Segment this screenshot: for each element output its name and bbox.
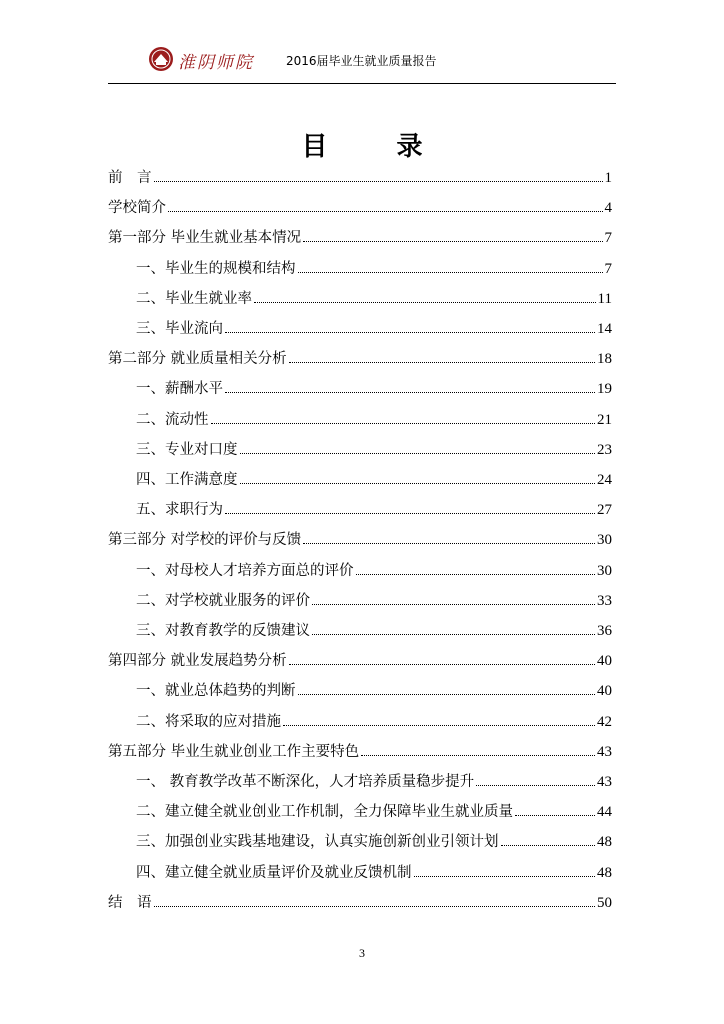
toc-entry-label: 一、 教育教学改革不断深化，人才培养质量稳步提升 [136,774,475,790]
dot-leader [361,754,595,756]
toc-entry-label: 学校简介 [108,200,166,217]
dot-leader [289,663,595,665]
toc-entry-page: 50 [597,894,612,911]
toc-entry[interactable] [136,438,612,464]
school-logo-text: 淮阴师院 [178,53,254,73]
toc-entry-label: 三、对教育教学的反馈建议 [136,623,310,639]
toc-entry-page: 40 [597,683,612,700]
dot-leader [298,271,603,273]
dot-leader [414,875,596,877]
toc-entry-label: 二、将采取的应对措施 [136,713,281,730]
dot-leader [254,301,596,303]
toc-entry-page: 21 [597,411,612,428]
toc-entry[interactable] [136,679,612,705]
dot-leader [501,844,596,846]
toc-entry-label: 前 言 [108,170,152,186]
toc-entry-page: 44 [597,804,612,821]
toc-entry[interactable] [136,800,612,826]
report-header-title: 2016届毕业生就业质量报告 [286,54,437,68]
toc-entry-page: 1 [604,170,612,186]
toc-entry[interactable] [108,528,612,554]
school-seal-icon [148,46,174,72]
toc-entry-page: 7 [604,260,612,277]
toc-entry[interactable] [136,317,612,343]
dot-leader [168,210,603,212]
toc-entry-page: 7 [604,230,612,247]
toc-entry-page: 36 [597,623,612,639]
dot-leader [283,724,595,726]
dot-leader [240,482,596,484]
toc-entry-page: 4 [604,200,612,217]
toc-entry[interactable] [136,257,612,283]
toc-entry-page: 11 [597,290,612,307]
toc-entry[interactable] [108,891,612,917]
toc-entry[interactable] [136,468,612,494]
dot-leader [515,814,595,816]
toc-entry-label: 四、工作满意度 [136,472,238,488]
toc-title: 目 录 [301,132,453,162]
toc-entry-label: 第二部分 就业质量相关分析 [108,351,287,368]
toc-entry-label: 三、专业对口度 [136,441,238,458]
toc-entry-page: 24 [597,472,612,488]
toc-entry[interactable] [108,226,612,252]
toc-entry-page: 18 [597,351,612,368]
toc-entry-label: 五、求职行为 [136,502,223,519]
dot-leader [289,361,595,363]
page-header [148,44,568,76]
dot-leader [298,693,596,695]
toc-entry[interactable] [136,861,612,887]
toc-entry[interactable] [108,166,612,192]
toc-entry-label: 二、毕业生就业率 [136,290,252,307]
toc-entry-label: 三、毕业流向 [136,321,223,337]
toc-entry-label: 第四部分 就业发展趋势分析 [108,653,287,670]
toc-entry-page: 48 [597,864,612,881]
toc-entry-label: 一、就业总体趋势的判断 [136,683,296,700]
toc-entry[interactable] [108,740,612,766]
toc-entry-label: 结 语 [108,894,152,911]
toc-entry[interactable] [136,710,612,736]
toc-entry-label: 三、加强创业实践基地建设，认真实施创新创业引领计划 [136,834,499,851]
header-divider [108,83,616,84]
toc-entry-page: 14 [597,321,612,337]
page-number: 3 [359,946,365,960]
toc-entry[interactable] [136,830,612,856]
toc-entry-label: 一、毕业生的规模和结构 [136,260,296,277]
dot-leader [154,905,596,907]
toc-entry-page: 43 [597,774,612,790]
dot-leader [356,573,596,575]
toc-entry-label: 四、建立健全就业质量评价及就业反馈机制 [136,864,412,881]
toc-entry-label: 二、对学校就业服务的评价 [136,592,310,609]
toc-entry-label: 第五部分 毕业生就业创业工作主要特色 [108,743,360,760]
toc-entry[interactable] [136,498,612,524]
toc-entry-label: 一、对母校人才培养方面总的评价 [136,562,354,579]
toc-entry[interactable] [136,770,612,796]
toc-entry[interactable] [108,347,612,373]
dot-leader [303,542,595,544]
dot-leader [225,391,595,393]
toc-entry-page: 30 [597,532,612,549]
toc-entry[interactable] [136,559,612,585]
toc-entry-page: 48 [597,834,612,851]
toc-entry-label: 第一部分 毕业生就业基本情况 [108,230,302,247]
toc-entry[interactable] [136,287,612,313]
toc-entry[interactable] [108,649,612,675]
dot-leader [303,240,602,242]
dot-leader [240,452,596,454]
toc-entry-page: 23 [597,441,612,458]
toc-entry-page: 19 [597,381,612,398]
toc-entry[interactable] [136,377,612,403]
dot-leader [211,422,596,424]
dot-leader [225,331,595,333]
toc-entry-page: 42 [597,713,612,730]
toc-entry-label: 第三部分 对学校的评价与反馈 [108,532,302,549]
toc-entry[interactable] [108,196,612,222]
toc-entry[interactable] [136,619,612,645]
toc-entry[interactable] [136,408,612,434]
toc-entry-label: 一、薪酬水平 [136,381,223,398]
dot-leader [225,512,595,514]
toc-entry[interactable] [136,589,612,615]
dot-leader [312,633,595,635]
toc-entry-page: 40 [597,653,612,670]
toc-entry-page: 27 [597,502,612,519]
toc-entry-label: 二、建立健全就业创业工作机制，全力保障毕业生就业质量 [136,804,513,821]
dot-leader [154,180,603,182]
toc-entry-label: 二、流动性 [136,411,209,428]
toc-entry-page: 30 [597,562,612,579]
dot-leader [312,603,595,605]
dot-leader [476,784,595,786]
toc-entry-page: 33 [597,592,612,609]
toc-entry-page: 43 [597,743,612,760]
